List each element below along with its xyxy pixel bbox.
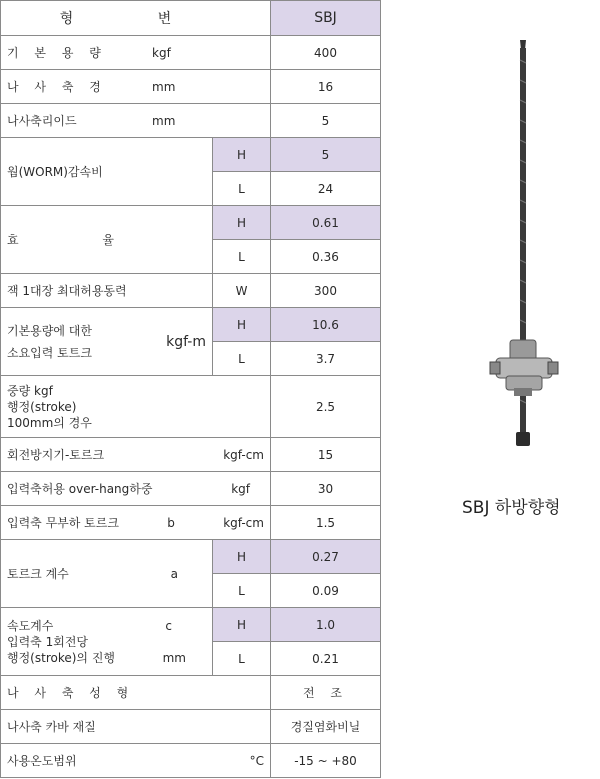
no-load-unit: kgf-cm (223, 515, 264, 530)
capacity-label-cell (1, 36, 271, 70)
torque-coef-l: L (213, 574, 271, 608)
anti-rot-value: 15 (271, 438, 381, 472)
table-row (1, 104, 381, 138)
torque-coef-label: 토르크 계수 (7, 567, 69, 581)
end-nut-icon (516, 432, 530, 446)
input-torque-unit: kgf-m (166, 333, 206, 350)
input-torque-label-cell (1, 308, 213, 376)
screw-form-value-cell (271, 676, 381, 710)
speed-coef-label-cell (1, 608, 213, 676)
speed-coef-line1: 속도계수 (7, 618, 54, 633)
no-load-label-cell (1, 506, 271, 540)
torque-coef-label-cell (1, 540, 213, 608)
anti-rot-unit: kgf-cm (223, 447, 264, 462)
input-torque-line2: 소요입력 토트크 (7, 345, 92, 360)
speed-coef-line3: 행정(stroke)의 진행 (7, 650, 116, 665)
overhang-label-cell (1, 472, 271, 506)
worm-ratio-h: H (213, 138, 271, 172)
weight-label-cell (1, 376, 271, 438)
speed-coef-line2: 입력축 1회전당 (7, 634, 89, 649)
header-model: SBJ (271, 1, 381, 36)
worm-ratio-label: 웜(WORM)감속비 (1, 138, 213, 206)
temp-range-label-cell (1, 744, 271, 778)
weight-line3: 100mm의 경우 (7, 415, 92, 430)
anti-rot-label: 회전방지기-토르크 (7, 448, 105, 462)
weight-value: 2.5 (271, 376, 381, 438)
screw-lead-unit: mm (152, 113, 176, 128)
torque-coef-h-value: 0.27 (271, 540, 381, 574)
no-load-value: 1.5 (271, 506, 381, 540)
torque-coef-sym: a (170, 566, 178, 581)
speed-coef-sym: c (165, 618, 172, 633)
overhang-value: 30 (271, 472, 381, 506)
header-label: 형 변 (59, 11, 212, 27)
table-row (1, 710, 381, 744)
speed-coef-h: H (213, 608, 271, 642)
worm-ratio-l: L (213, 172, 271, 206)
screw-dia-label: 나 사 축 경 (7, 80, 107, 94)
max-power-value: 300 (271, 274, 381, 308)
temp-range-value: -15 ~ +80 (271, 744, 381, 778)
screw-lead-label: 나사축리이드 (7, 114, 77, 128)
product-caption: SBJ 하방향형 (462, 498, 561, 518)
table-row (1, 308, 381, 342)
temp-range-unit: °C (249, 753, 264, 768)
torque-coef-l-value: 0.09 (271, 574, 381, 608)
table-row (1, 36, 381, 70)
max-power-label: 잭 1대장 최대허용동력 (1, 274, 213, 308)
temp-range-label: 사용온도범위 (7, 754, 77, 768)
no-load-label: 입력축 무부하 토르크 (7, 516, 119, 530)
table-row (1, 70, 381, 104)
cover-mat-label: 나사축 카바 재질 (1, 710, 271, 744)
input-torque-line1: 기본용량에 대한 (7, 323, 92, 338)
speed-coef-unit: mm (162, 650, 186, 665)
screw-lead-label-cell (1, 104, 271, 138)
efficiency-h: H (213, 206, 271, 240)
table-row (1, 206, 381, 240)
efficiency-h-value: 0.61 (271, 206, 381, 240)
table-row (1, 506, 381, 540)
screw-jack-illustration (482, 40, 572, 460)
table-row (1, 138, 381, 172)
speed-coef-l-value: 0.21 (271, 642, 381, 676)
screw-form-label-cell (1, 676, 271, 710)
capacity-value: 400 (271, 36, 381, 70)
capacity-label: 기 본 용 량 (7, 46, 107, 60)
gearbox-icon (490, 340, 558, 396)
weight-line2: 행정(stroke) (7, 399, 77, 414)
table-row (1, 274, 381, 308)
table-row (1, 744, 381, 778)
cover-mat-value: 경질염화비닐 (271, 710, 381, 744)
table-row (1, 376, 381, 438)
table-row (1, 676, 381, 710)
input-torque-h-value: 10.6 (271, 308, 381, 342)
max-power-unit: W (213, 274, 271, 308)
screw-lead-value: 5 (271, 104, 381, 138)
input-torque-l-value: 3.7 (271, 342, 381, 376)
table-row (1, 472, 381, 506)
efficiency-l-value: 0.36 (271, 240, 381, 274)
header-label-cell (1, 1, 271, 36)
torque-coef-h: H (213, 540, 271, 574)
speed-coef-h-value: 1.0 (271, 608, 381, 642)
table-row (1, 608, 381, 642)
capacity-unit: kgf (152, 45, 171, 60)
worm-ratio-h-value: 5 (271, 138, 381, 172)
table-row (1, 540, 381, 574)
efficiency-label: 효 율 (7, 233, 154, 247)
input-torque-h: H (213, 308, 271, 342)
overhang-label: 입력축허용 over-hang하중 (7, 482, 153, 496)
overhang-unit: kgf (231, 481, 250, 496)
screw-dia-label-cell (1, 70, 271, 104)
table-row (1, 438, 381, 472)
screw-form-label: 나 사 축 성 형 (7, 686, 135, 700)
efficiency-l: L (213, 240, 271, 274)
no-load-sym: b (167, 515, 175, 530)
worm-ratio-l-value: 24 (271, 172, 381, 206)
input-torque-l: L (213, 342, 271, 376)
screw-dia-unit: mm (152, 79, 176, 94)
anti-rot-label-cell (1, 438, 271, 472)
speed-coef-l: L (213, 642, 271, 676)
table-header-row (1, 1, 381, 36)
screw-dia-value: 16 (271, 70, 381, 104)
efficiency-label-cell (1, 206, 213, 274)
weight-line1: 중량 kgf (7, 383, 53, 398)
screw-form-value: 전 조 (303, 686, 348, 700)
